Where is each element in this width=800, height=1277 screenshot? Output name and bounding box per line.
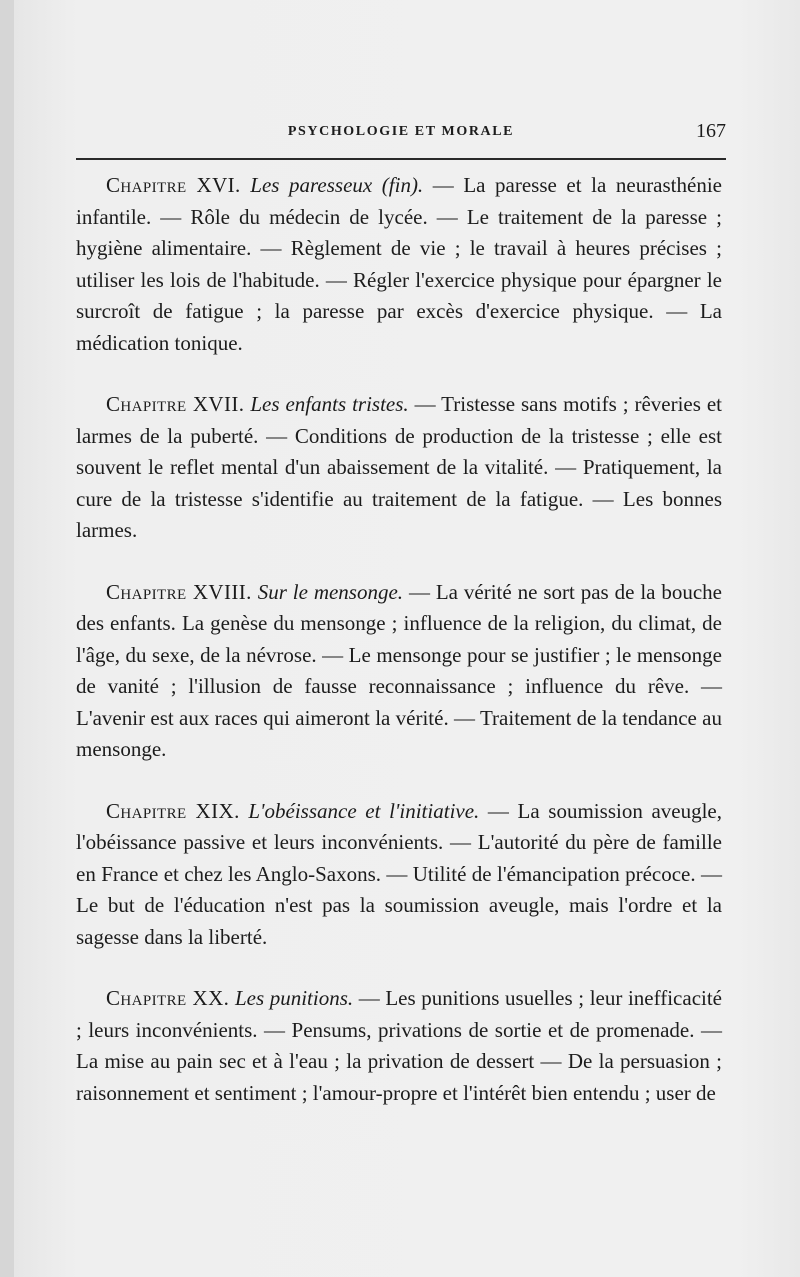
header-rule [76, 158, 726, 160]
chapter-summary: — Les punitions usuelles ; leur inefficacité ; leurs inconvénients. — Pensums, privations de sortie et de promenade. — La mise au pain sec et à l'eau ; la privation de dessert — De la persuasion ; raisonnement et sentiment ; l'amour-propre et l'intérêt bien entendu ; user de [76, 986, 723, 1105]
chapter-label: Chapitre XVI. [106, 173, 241, 197]
chapter-title: L'obéissance et l'initiative. [248, 798, 480, 823]
chapter-title: Les paresseux (fin). [250, 173, 424, 197]
chapter-entry-xx [76, 983, 722, 1109]
chapter-entry-xvi [76, 170, 722, 359]
chapter-label: Chapitre XVII. [106, 392, 245, 416]
chapter-title: Les punitions. [234, 986, 354, 1010]
chapter-entry-xix [76, 796, 722, 954]
chapter-title: Les enfants tristes. [250, 392, 409, 416]
chapter-summaries [76, 170, 722, 1139]
chapter-summary: — La paresse et la neurasthénie infantile. — Rôle du médecin de lycée. — Le traitement de la paresse ; hygiène alimentaire. — Règlement de vie ; le travail à heures précises ; utiliser les lois de l'habitude. — Régler l'exercice physique pour épargner le surcroît de fatigue ; la paresse par excès d'exercice physique. — La médication tonique. [76, 173, 722, 355]
running-title: PSYCHOLOGIE ET MORALE [287, 124, 515, 139]
chapter-label: Chapitre XVIII. [106, 579, 252, 604]
page-header [76, 118, 726, 148]
chapter-title: Sur le mensonge. [257, 579, 404, 604]
chapter-summary: — La soumission aveugle, l'obéissance passive et leurs inconvénients. — L'autorité du père de famille en France et chez les Anglo-Saxons. — Utilité de l'émancipation précoce. — Le but de l'éducation n'est pas la soumission aveugle, mais l'ordre et la sagesse dans la liberté. [76, 798, 722, 949]
chapter-entry-xvii [76, 389, 722, 547]
chapter-summary: — La vérité ne sort pas de la bouche des enfants. La genèse du mensonge ; influence de la religion, du climat, de l'âge, du sexe, de la névrose. — Le mensonge pour se justifier ; le mensonge de vanité ; l'illusion de fausse reconnaissance ; influence du rêve. — L'avenir est aux races qui aimeront la vérité. — Traitement de la tendance au mensonge. [76, 579, 723, 761]
page-number: 167 [696, 120, 726, 142]
chapter-entry-xviii [76, 577, 722, 766]
chapter-summary: — Tristesse sans motifs ; rêveries et larmes de la puberté. — Conditions de production de la tristesse ; elle est souvent le reflet mental d'un abaissement de la vitalité. — Pratiquement, la cure de la tristesse s'identifie au traitement de la fatigue. — Les bonnes larmes. [76, 392, 722, 542]
chapter-label: Chapitre XX. [106, 986, 230, 1010]
chapter-label: Chapitre XIX. [106, 798, 240, 823]
